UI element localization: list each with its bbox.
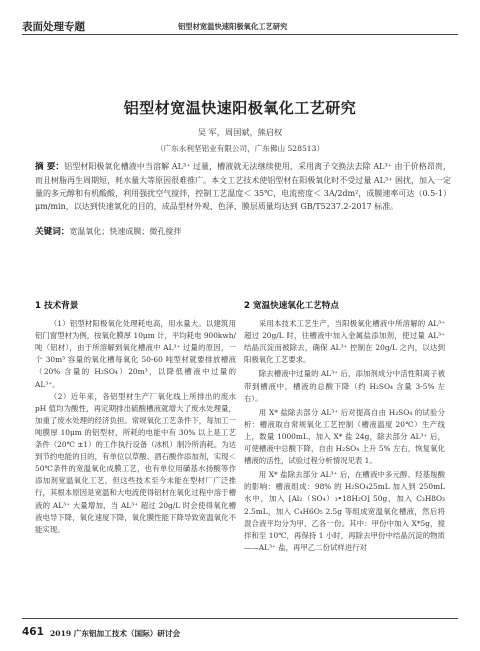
footer-conference-name: 2019 广东铝加工技术（国际）研讨会 bbox=[50, 629, 181, 638]
article-authors: 吴 军，周国斌，熊启权 bbox=[197, 127, 283, 137]
footer-divider bbox=[22, 618, 458, 619]
journal-section-label: 表面处理专题 bbox=[22, 21, 85, 33]
paragraph: （1）铝型材阳极氧化处理耗电高，用水量大。以建筑用铝门窗型材为例，按氧化膜厚 10μm 计，平均耗电 900kwh/ 吨（铝材），由于所溶解到氧化槽液中 AL³⁺ 过量的原因，一个 30m³ 容量的氧化槽每氧化 50-60 吨型材就要排放槽液（20% 含量的 H₂SO₄）20m³，以降低槽液中过量的 AL³⁺。 bbox=[35, 319, 236, 389]
abstract-label: 摘 要： bbox=[35, 162, 65, 172]
paragraph: 除去槽液中过量的 AL³⁺ 后，添加剂成分中活性阳离子被带到槽液中，槽液的总酸下降（约 H₂SO₄ 含量 3-5% 左右）。 bbox=[244, 369, 445, 403]
abstract-text: 铝型材阳极氧化槽液中当溶解 AL³⁺ 过量，槽液就无法继续使用，采用离子交换法去除 AL³⁺ 由于价格昂贵，而且树脂再生周期短，耗水量大等原因很难推广。本文工艺技术使铝型材在阳极氧化时不受过量 AL³⁺ 困扰，加入一定量的多元醇和有机酸酸，利用强扰空气搅拌，控制工艺温度＜ 35℃，电流密度＜ 3A/2dm²，成膜速率可达（0.5-1）μm/min，以达到快速氧化的目的，成品型材外观、色泽、膜层质量均达到 GB/T5237.2-2017 标准。 bbox=[35, 162, 451, 211]
paragraph: 用 X* 盐除去部分 AL³⁺ 后，在槽液中多元醇、羟基羧酸的影响：槽液组成：98% 的 H₂SO₄25mL 加入到 250mL 水中，加入 [Al₂（SO₄）₃•18H₂O] 50g，加入 C₃H8O₃ 2.5mL，加入 C₄H6O₅ 2.5g 等组成宽温氧化槽液，然后将混合液平均分为甲、乙各一份。其中：甲份中加入 X*5g，搅拌和至 10℃，再保持 1 小时，再除去甲份中结晶沉淀的物质——AL³⁺ 盐，再甲乙二份试样进行对 bbox=[244, 470, 445, 552]
left-column bbox=[35, 300, 236, 536]
article-title: 铝型材宽温快速阳极氧化工艺研究 bbox=[123, 99, 357, 117]
right-column bbox=[244, 300, 445, 554]
section-heading-process-features: 2 宽温快速氧化工艺特点 bbox=[244, 301, 339, 311]
abstract bbox=[35, 160, 451, 213]
keywords-label: 关键词： bbox=[35, 227, 70, 237]
paragraph: 用 X* 盐除去部分 AL³⁺ 后对提高自由 H₂SO₄ 的试验分析：槽液取自常规氧化工艺控制（槽液温度 20℃）生产线上，数量 1000mL，加入 X* 盐 24g，除去部分 AL³⁺ 后，可使槽液中总酸下降，自由 H₂SO₄ 上升 5% 左右，恢复氧化槽液的活性，试验过程分析情况见表 1。 bbox=[244, 407, 445, 466]
article-affiliation: （广东永利坚铝业有限公司，广东佛山 528513） bbox=[155, 144, 325, 153]
paragraph: 采用本技术工艺生产，当阳极氧化槽液中所溶解的 AL³⁺ 超过 20g/L 时，往槽液中加入金属盐添加剂，使过量 AL³⁺ 结晶沉淀而被除去，确保 AL³⁺ 控制在 20g/L 之内，以达到阳极氧化工艺要求。 bbox=[244, 319, 445, 365]
keywords-text: 宽温氧化；快速成膜；微孔搅拌 bbox=[69, 227, 182, 236]
page-header bbox=[22, 10, 458, 36]
section-heading-technical-background: 1 技术背景 bbox=[35, 301, 79, 311]
paragraph: （2）近年来，各铝型材生产厂氧化线上所排出的废水 pH 值均为酸性，再定期排出硫酸槽液就增大了废水处理量，加重了废水处理的经济负担。常规氧化工艺条件下，每加工一吨膜厚 10μm 的铝型材，所耗的电能中有 30% 以上是工艺条件（20℃ ±1）的工作执行设备（冰机）制冷所消耗。为达到节约电能的目的，有单位以草酸、酒石酸作添加剂，实现＜ 50℃条件的宽温氧化成膜工艺，也有单位用磺基水扬酸等作添加剂宽温氧化工艺，但这些技术至今未能在型材厂广泛推行，其根本原因是宽温和大电流使得铝材在氧化过程中溶于槽液的 AL³⁺ 大量增加，当 AL³⁺ 超过 20g/L 时会使得氧化槽液电导下降，氧化速度下降，氧化膜性能下降导致宽温氧化不能实现。 bbox=[35, 391, 236, 534]
page-footer bbox=[22, 618, 458, 638]
header-divider bbox=[22, 34, 458, 35]
running-title: 铝型材宽温快速阳极氧化工艺研究 bbox=[178, 22, 288, 31]
page-number: 461 bbox=[22, 626, 44, 638]
keywords bbox=[35, 226, 451, 238]
